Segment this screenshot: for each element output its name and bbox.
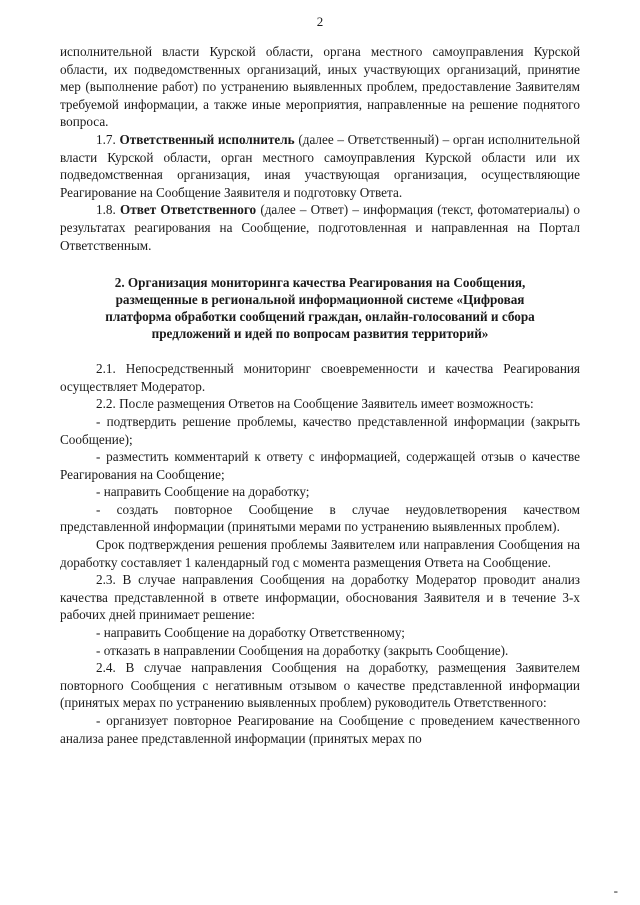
paragraph: 2.3. В случае направления Сообщения на доработку Модератор проводит анализ качества представленной в ответе информации, обоснования Заявителя и в течение 3-х рабочих дней принимает решение: — [60, 572, 580, 623]
paragraph: - создать повторное Сообщение в случае неудовлетворения качеством представленной информации (принятыми мерами по устранению выявленных проблем). — [60, 501, 580, 535]
clause-1-8 — [60, 201, 580, 254]
paragraph: Срок подтверждения решения проблемы Заявителем или направления Сообщения на доработку составляет 1 календарный год с момента размещения Ответа на Сообщение. — [60, 537, 580, 570]
section-2-heading — [78, 274, 562, 342]
heading-line: платформа обработки сообщений граждан, онлайн-голосований и сбора — [105, 309, 535, 325]
clause-text: (далее – Ответ) – информация (текст, фотоматериалы) о результатах реагирования на Сообщение, подготовленная и направленная на Портал Ответственным. — [60, 202, 581, 253]
page-number: 2 — [316, 14, 324, 29]
defined-term: Ответ Ответственного — [120, 202, 257, 218]
defined-term: Ответственный исполнитель — [119, 131, 295, 147]
paragraph: - направить Сообщение на доработку Ответственному; — [96, 625, 405, 641]
heading-line: предложений и идей по вопросам развития территорий» — [151, 326, 489, 342]
paragraph: - разместить комментарий к ответу с информацией, содержащей отзыв о качестве Реагирования на Сообщение; — [60, 449, 580, 482]
paragraph: - направить Сообщение на доработку; — [96, 484, 310, 500]
clause-1-7 — [60, 131, 580, 201]
heading-line: 2. Организация мониторинга качества Реагирования на Сообщения, — [114, 275, 526, 291]
corner-mark: - — [613, 883, 618, 898]
clause-number: 1.8. — [96, 202, 116, 218]
paragraph: 2.4. В случае направления Сообщения на доработку, размещения Заявителем повторного Сообщения с негативным отзывом о качестве представленной информации (принятых мерах по устранению выявленных проблем) руководитель Ответственного: — [60, 660, 580, 711]
clause-number: 1.7. — [96, 131, 116, 147]
paragraph: - отказать в направлении Сообщения на доработку (закрыть Сообщение). — [96, 642, 509, 658]
heading-line: размещенные в региональной информационной системе «Цифровая — [115, 292, 525, 308]
clause-text: (далее – Ответственный) – орган исполнительной власти Курской области, орган местного самоуправления Курской области или их подведомственная организация, иная участвующая организация, осуществляющие Реагирование на Сообщение Заявителя и подготовку Ответа. — [60, 131, 581, 200]
paragraph: - подтвердить решение проблемы, качество представленной информации (закрыть Сообщение); — [60, 413, 580, 447]
paragraph: 2.2. После размещения Ответов на Сообщение Заявитель имеет возможность: — [96, 396, 534, 412]
paragraph: 2.1. Непосредственный мониторинг своевременности и качества Реагирования осуществляет Модератор. — [60, 361, 580, 394]
document-body — [60, 43, 580, 747]
paragraph: - организует повторное Реагирование на Сообщение с проведением качественного анализа ранее представленной информации (принятых мерах по — [60, 713, 580, 746]
intro-paragraph: исполнительной власти Курской области, органа местного самоуправления Курской области, их подведомственных организаций, иных участвующих организаций, принятие мер (выполнение работ) по устранению выявленных проблем, предоставление Заявителям требуемой информации, а также иные мероприятия, направленные на решение поднятого вопроса. — [60, 44, 580, 130]
